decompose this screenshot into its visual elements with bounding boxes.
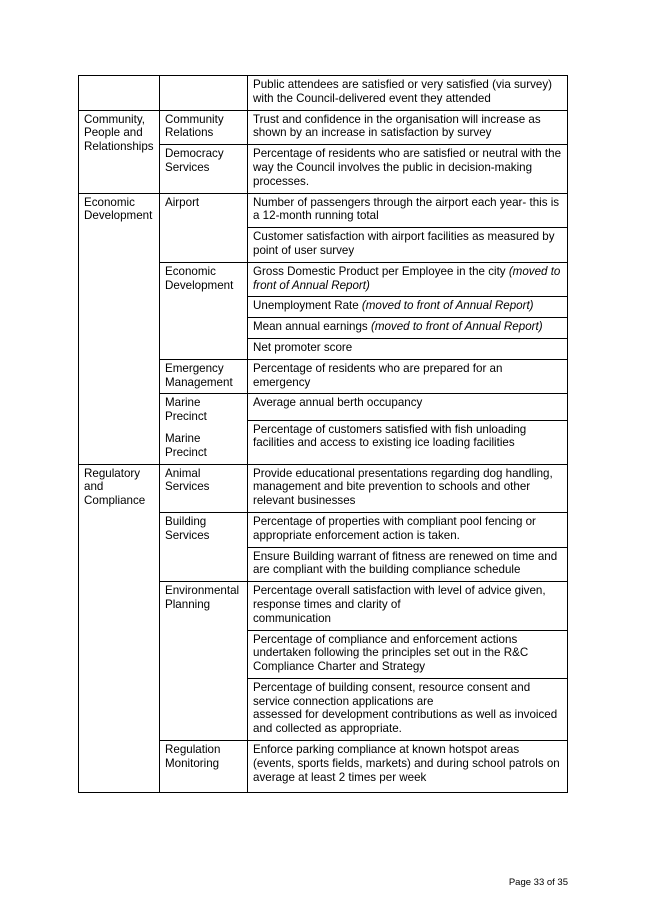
table-row bbox=[79, 193, 568, 228]
measure-text: Provide educational presentations regarding dog handling, management and bite prevention to schools and other relevant businesses bbox=[253, 466, 553, 508]
measure-note: (moved to front of Annual Report) bbox=[361, 299, 534, 313]
measure-note: (moved to front of Annual Report) bbox=[370, 320, 543, 334]
activity-label: Marine Precinct bbox=[165, 431, 207, 459]
measure-cell bbox=[248, 394, 568, 420]
measure-text: Average annual berth occupancy bbox=[253, 396, 423, 410]
activity-cell bbox=[160, 582, 248, 741]
measure-cell bbox=[248, 110, 568, 145]
measure-cell bbox=[248, 741, 568, 793]
measure-cell bbox=[248, 297, 568, 318]
activity-cell bbox=[160, 359, 248, 394]
measure-cell bbox=[248, 464, 568, 512]
measure-cell bbox=[248, 582, 568, 630]
measure-text: Percentage of customers satisfied with fish unloading facilities and access to existing ice loading facilities bbox=[253, 422, 527, 450]
measure-text: Percentage overall satisfaction with level of advice given, response times and clarity of communication bbox=[253, 584, 546, 625]
measure-text: Enforce parking compliance at known hotspot areas (events, sports fields, markets) and during school patrols on average at least 2 times per week bbox=[253, 743, 560, 784]
measure-text: Gross Domestic Product per Employee in the city bbox=[253, 264, 509, 278]
activity-label: Airport bbox=[165, 195, 200, 209]
measure-cell bbox=[248, 193, 568, 228]
table-row bbox=[79, 110, 568, 145]
measure-text: Percentage of compliance and enforcement actions undertaken following the principles set out in the R&C Compliance Charter and Strategy bbox=[253, 632, 529, 674]
group-cell bbox=[79, 193, 160, 464]
measure-cell bbox=[248, 630, 568, 678]
measure-cell bbox=[248, 145, 568, 193]
activity-cell bbox=[160, 76, 248, 111]
measure-text: Trust and confidence in the organisation will increase as shown by an increase in satisfaction by survey bbox=[253, 112, 541, 140]
activity-cell bbox=[160, 145, 248, 193]
group-cell bbox=[79, 464, 160, 793]
measure-text: Mean annual earnings bbox=[253, 320, 371, 334]
activity-label: Community Relations bbox=[165, 112, 224, 140]
measure-text: Number of passengers through the airport each year- this is a 12-month running total bbox=[253, 195, 560, 223]
activity-label: Regulation Monitoring bbox=[165, 743, 221, 770]
group-label: Economic Development bbox=[84, 195, 153, 223]
activity-cell bbox=[160, 394, 248, 464]
activity-cell bbox=[160, 464, 248, 512]
activity-cell bbox=[160, 193, 248, 262]
activity-label: Economic Development bbox=[165, 264, 234, 292]
activity-label: Environmental Planning bbox=[165, 584, 240, 611]
measure-cell bbox=[248, 359, 568, 394]
measure-cell bbox=[248, 262, 568, 297]
group-cell bbox=[79, 76, 160, 111]
group-label: Regulatory and Compliance bbox=[84, 466, 146, 508]
activity-cell bbox=[160, 262, 248, 359]
measure-cell bbox=[248, 512, 568, 547]
activity-label: Democracy Services bbox=[165, 147, 224, 174]
activity-label: Animal Services bbox=[165, 466, 210, 494]
activity-label: Building Services bbox=[165, 514, 210, 542]
measure-note: (moved to front of Annual Report) bbox=[253, 264, 561, 292]
group-cell bbox=[79, 110, 160, 193]
measure-text: Ensure Building warrant of fitness are renewed on time and are compliant with the building compliance schedule bbox=[253, 549, 558, 577]
measure-cell bbox=[248, 76, 568, 111]
measure-text: Unemployment Rate bbox=[253, 299, 362, 313]
measure-cell bbox=[248, 678, 568, 740]
activity-label: Emergency Management bbox=[165, 361, 233, 389]
measure-cell bbox=[248, 228, 568, 263]
table-row bbox=[79, 464, 568, 512]
measure-text: Percentage of residents who are satisfied or neutral with the way the Council involves the public in decision-making processes. bbox=[253, 147, 562, 188]
activity-cell bbox=[160, 512, 248, 581]
measure-cell bbox=[248, 318, 568, 339]
measure-text: Percentage of properties with compliant pool fencing or appropriate enforcement action is taken. bbox=[253, 514, 536, 542]
measure-cell bbox=[248, 338, 568, 359]
measure-text: Public attendees are satisfied or very satisfied (via survey) with the Council-delivered event they attended bbox=[253, 78, 552, 105]
group-label: Community, People and Relationships bbox=[84, 112, 154, 154]
measure-text: Customer satisfaction with airport facilities as measured by point of user survey bbox=[253, 230, 555, 257]
measure-text: Net promoter score bbox=[253, 340, 353, 354]
table-row bbox=[79, 76, 568, 111]
page-number: Page 33 of 35 bbox=[508, 877, 568, 888]
performance-measures-table bbox=[78, 75, 568, 793]
measure-cell bbox=[248, 420, 568, 464]
activity-cell bbox=[160, 741, 248, 793]
activity-label: Marine Precinct bbox=[165, 396, 207, 424]
measure-cell bbox=[248, 547, 568, 582]
measure-text: Percentage of building consent, resource consent and service connection applications are assessed for development contributions as well as invoiced and collected as appropriate. bbox=[253, 680, 558, 736]
activity-cell bbox=[160, 110, 248, 145]
measure-text: Percentage of residents who are prepared for an emergency bbox=[253, 361, 503, 389]
